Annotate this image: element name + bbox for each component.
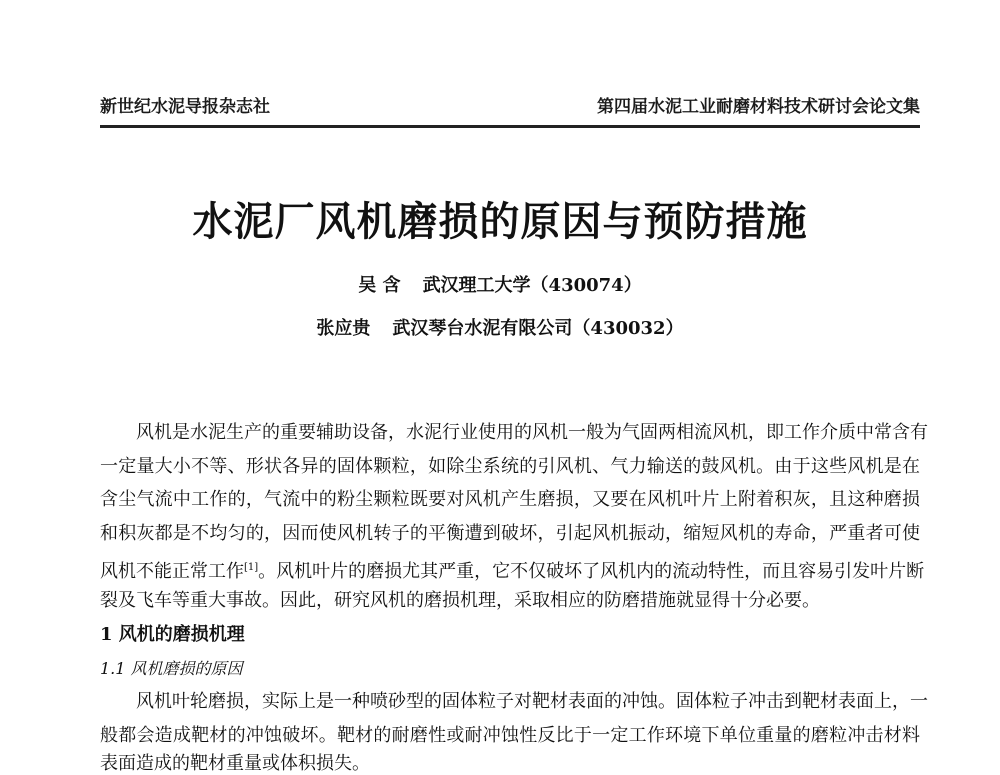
paragraph-line: 和积灰都是不均匀的，因而使风机转子的平衡遭到破坏，引起风机振动，缩短风机的寿命，严重者可使 — [100, 523, 920, 544]
author-name: 吴 含 — [358, 275, 401, 296]
paragraph-line: 风机叶轮磨损，实际上是一种喷砂型的固体粒子对靶材表面的冲蚀。固体粒子冲击到靶材表面上，一 — [136, 691, 928, 712]
paper-title: 水泥厂风机磨损的原因与预防措施 — [192, 198, 808, 245]
header-rule — [100, 125, 920, 128]
paragraph-line: 表面造成的靶材重量或体积损失。 — [100, 753, 370, 774]
subsection-heading: 1.1 风机磨损的原因 — [100, 659, 243, 678]
section-heading: 1 风机的磨损机理 — [100, 624, 245, 645]
paragraph-line: 一定量大小不等、形状各异的固体颗粒，如除尘系统的引风机、气力输送的鼓风机。由于这些风机是在 — [100, 456, 920, 477]
author-line-1 — [0, 271, 1000, 297]
citation-ref[interactable]: [1] — [244, 562, 259, 573]
paragraph-line: 般都会造成靶材的冲蚀破坏。靶材的耐磨性或耐冲蚀性反比于一定工作环境下单位重量的磨粒冲击材料 — [100, 725, 920, 746]
paragraph-line: 裂及飞车等重大事故。因此，研究风机的磨损机理，采取相应的防磨措施就显得十分必要。 — [100, 590, 820, 611]
paragraph-line: 风机是水泥生产的重要辅助设备，水泥行业使用的风机一般为气固两相流风机，即工作介质中常含有 — [136, 422, 928, 443]
author-affiliation: 武汉理工大学（430074） — [422, 275, 642, 296]
text: 风机不能正常工作 — [100, 561, 244, 582]
author-affiliation: 武汉琴台水泥有限公司（430032） — [392, 318, 684, 339]
running-header-publisher: 新世纪水泥导报杂志社 — [100, 97, 270, 117]
paragraph-line — [100, 557, 925, 583]
paragraph-line: 含尘气流中工作的，气流中的粉尘颗粒既要对风机产生磨损，又要在风机叶片上附着积灰，且这种磨损 — [100, 489, 920, 510]
author-name: 张应贵 — [316, 318, 371, 339]
author-line-2 — [0, 314, 1000, 340]
running-header-proceedings: 第四届水泥工业耐磨材料技术研讨会论文集 — [597, 97, 920, 117]
text: 。风机叶片的磨损尤其严重，它不仅破坏了风机内的流动特性，而且容易引发叶片断 — [258, 561, 925, 582]
